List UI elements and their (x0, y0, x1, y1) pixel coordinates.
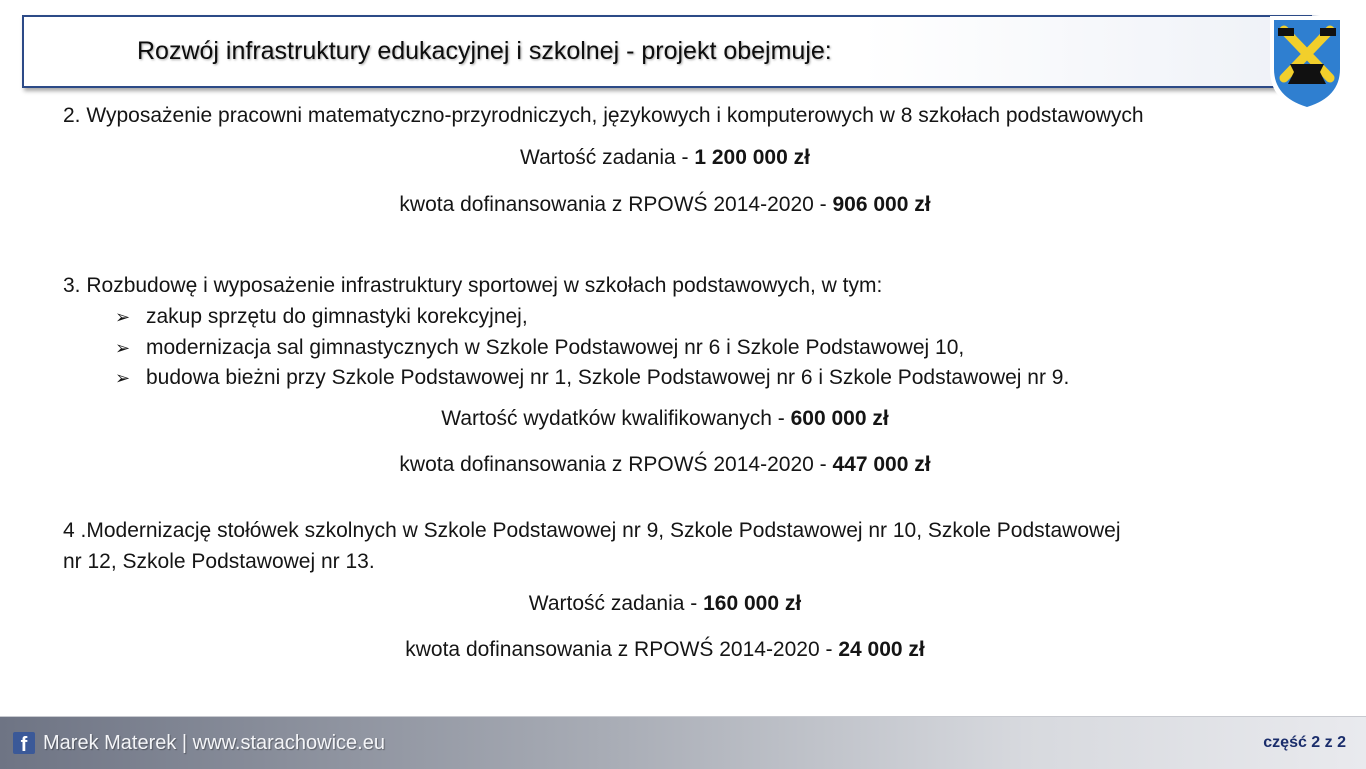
list-item: ➢ budowa bieżni przy Szkole Podstawowej nr 1, Szkole Podstawowej nr 6 i Szkole Podstawowej nr 9. (115, 366, 1070, 389)
item-4-text-line2: nr 12, Szkole Podstawowej nr 13. (63, 550, 375, 573)
item-3-value: Wartość wydatków kwalifikowanych - 600 000 zł (441, 407, 889, 430)
item-4-text-line1: 4 .Modernizację stołówek szkolnych w Szkole Podstawowej nr 9, Szkole Podstawowej nr 10, Szkole Podstawowej (63, 519, 1121, 542)
item-2-cofinance: kwota dofinansowania z RPOWŚ 2014-2020 - 906 000 zł (399, 193, 931, 216)
item-3-cofinance: kwota dofinansowania z RPOWŚ 2014-2020 - 447 000 zł (399, 453, 931, 476)
list-item: ➢ modernizacja sal gimnastycznych w Szkole Podstawowej nr 6 i Szkole Podstawowej 10, (115, 336, 965, 359)
list-item: ➢ zakup sprzętu do gimnastyki korekcyjnej, (115, 305, 528, 328)
item-3-text: 3. Rozbudowę i wyposażenie infrastruktury sportowej w szkołach podstawowych, w tym: (63, 274, 883, 297)
footer-bar (0, 716, 1366, 769)
item-4-value: Wartość zadania - 160 000 zł (528, 592, 802, 615)
bullet-arrow-icon: ➢ (115, 307, 131, 327)
facebook-icon[interactable]: f (13, 732, 35, 754)
bullet-arrow-icon: ➢ (115, 338, 131, 358)
bullet-arrow-icon: ➢ (115, 368, 131, 388)
footer-author-link[interactable]: Marek Materek | www.starachowice.eu (43, 732, 385, 754)
page-counter: część 2 z 2 (1263, 734, 1346, 751)
item-2-value: Wartość zadania - 1 200 000 zł (520, 146, 810, 169)
item-4-cofinance: kwota dofinansowania z RPOWŚ 2014-2020 - 24 000 zł (405, 638, 925, 661)
page-title: Rozwój infrastruktury edukacyjnej i szkolnej - projekt obejmuje: (137, 37, 832, 65)
coat-of-arms-icon (1266, 12, 1348, 114)
item-2-text: 2. Wyposażenie pracowni matematyczno-przyrodniczych, językowych i komputerowych w 8 szkołach podstawowych (63, 104, 1144, 127)
